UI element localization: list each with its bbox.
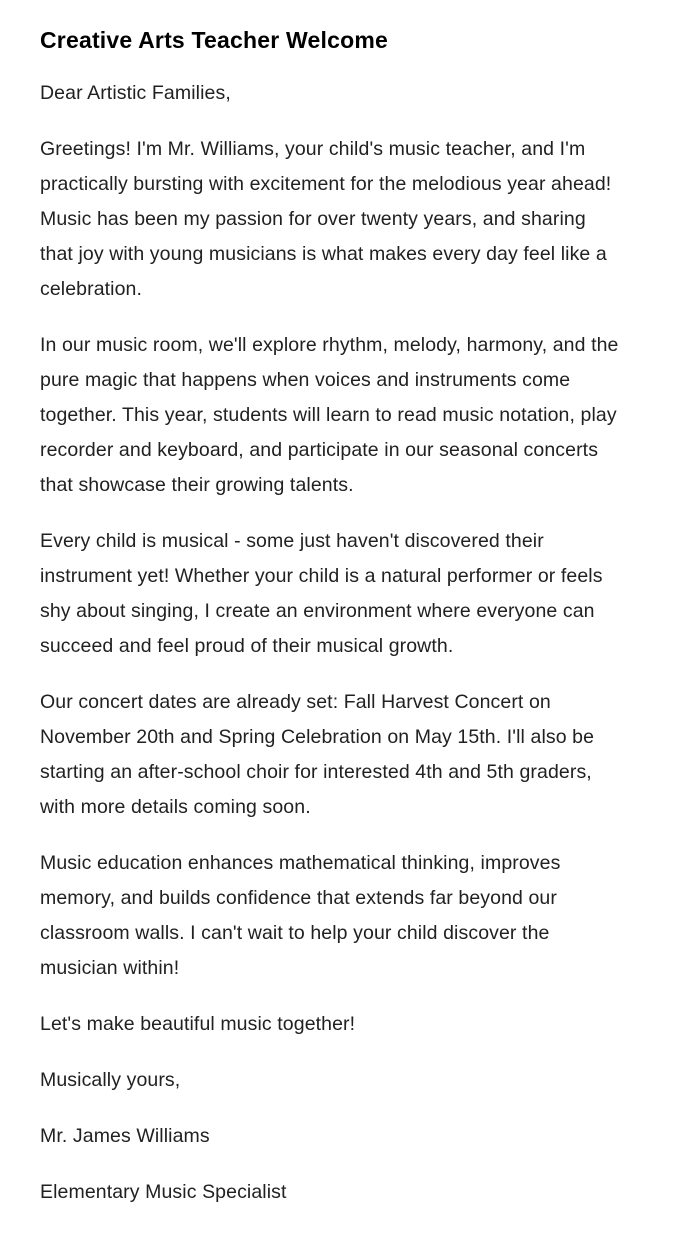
signature-name: Mr. James Williams bbox=[40, 1125, 210, 1147]
page-title: Creative Arts Teacher Welcome bbox=[40, 27, 388, 53]
benefits-paragraph: Music education enhances mathematical thinking, improves memory, and builds confidence that extends far beyond our classroom walls. I can't wait to help your child discover the musician within! bbox=[40, 852, 561, 979]
encouragement-paragraph: Every child is musical - some just haven't discovered their instrument yet! Whether your child is a natural performer or feels shy about singing, I create an environment where everyone can succeed and feel proud of their musical growth. bbox=[40, 530, 603, 657]
concert-dates-paragraph: Our concert dates are already set: Fall Harvest Concert on November 20th and Spring Celebration on May 15th. I'll also be starting an after-school choir for interested 4th and 5th graders, with more details coming soon. bbox=[40, 691, 595, 818]
intro-paragraph: Greetings! I'm Mr. Williams, your child's music teacher, and I'm practically bursting with excitement for the melodious year ahead! Music has been my passion for over twenty years, and sharing that joy with young musicians is what makes every day feel like a celebration. bbox=[40, 138, 612, 300]
salutation: Dear Artistic Families, bbox=[40, 82, 231, 104]
closing-line: Let's make beautiful music together! bbox=[40, 1013, 356, 1035]
signature-role: Elementary Music Specialist bbox=[40, 1181, 287, 1203]
curriculum-paragraph: In our music room, we'll explore rhythm, melody, harmony, and the pure magic that happens when voices and instruments come together. This year, students will learn to read music notation, play recorder and keyboard, and participate in our seasonal concerts that showcase their growing talents. bbox=[40, 334, 619, 496]
sign-off: Musically yours, bbox=[40, 1069, 181, 1091]
